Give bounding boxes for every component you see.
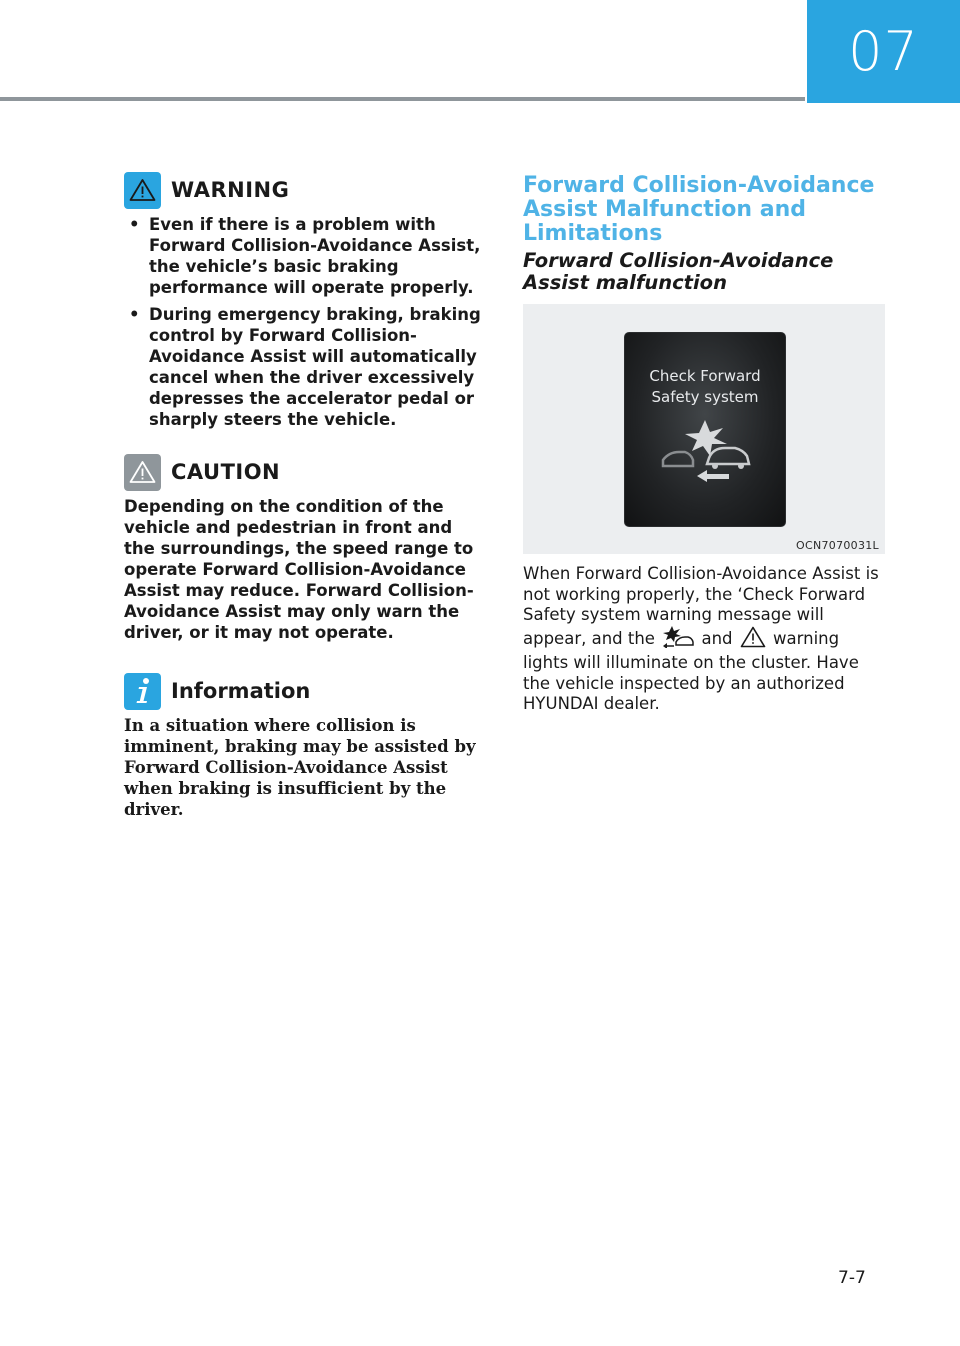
warning-block — [124, 172, 484, 430]
warning-list — [124, 214, 484, 430]
header-rule — [0, 97, 805, 101]
right-column — [523, 174, 885, 715]
left-column — [124, 172, 484, 820]
warning-item: • Even if there is a problem with Forward Collision-Avoidance Assist, the vehicle’s basic braking performance will operate properly. — [124, 214, 484, 298]
information-text: In a situation where collision is imminent, braking may be assisted by Forward Collision-Avoidance Assist when braking is insufficient by the driver. — [124, 716, 476, 819]
cluster-figure — [523, 304, 885, 554]
body-text-part1: When Forward Collision-Avoidance Assist is not working properly, the ‘Check Forward Safety system warning message will appear, and the — [523, 564, 879, 648]
subsection-title: Forward Collision-Avoidance Assist malfunction — [523, 249, 834, 294]
chapter-number: 07 — [848, 20, 919, 83]
warning-item: • During emergency braking, braking control by Forward Collision-Avoidance Assist will automatically cancel when the driver excessively depresses the accelerator pedal or sharply steers the vehicle. — [124, 304, 484, 430]
figure-code: OCN7070031L — [796, 539, 879, 552]
malfunction-description — [523, 564, 885, 715]
caution-block — [124, 454, 484, 643]
warning-title: WARNING — [171, 178, 290, 202]
caution-header — [124, 454, 484, 490]
instrument-cluster-display — [624, 332, 786, 527]
forward-collision-icon — [662, 626, 694, 654]
caution-text: Depending on the condition of the vehicle and pedestrian in front and the surroundings, the speed range to operate Forward Collision-Avoidance Assist may reduce. Forward Collision-Avoidance Assist may only warn the driver, or it may not operate. — [124, 497, 474, 642]
information-block — [124, 673, 484, 820]
cluster-message-line2: Safety system — [651, 388, 759, 406]
information-title: Information — [171, 679, 311, 703]
cluster-message-line1: Check Forward — [649, 367, 761, 385]
warning-header — [124, 172, 484, 208]
chapter-tab — [807, 0, 960, 103]
body-text-part2: and — [696, 628, 738, 648]
cluster-message — [625, 366, 785, 408]
warning-triangle-icon — [124, 172, 161, 209]
information-header — [124, 673, 484, 709]
master-warning-icon — [740, 626, 766, 654]
caution-title: CAUTION — [171, 460, 281, 484]
page-number: 7-7 — [838, 1268, 866, 1288]
caution-triangle-icon — [124, 454, 161, 491]
section-title: Forward Collision-Avoidance Assist Malfunction and Limitations — [523, 173, 875, 246]
info-icon — [124, 673, 161, 710]
forward-collision-warning-icon — [655, 418, 755, 488]
body-text-part3: warning lights will illuminate on the cluster. Have the vehicle inspected by an authorized HYUNDAI dealer. — [523, 628, 859, 713]
